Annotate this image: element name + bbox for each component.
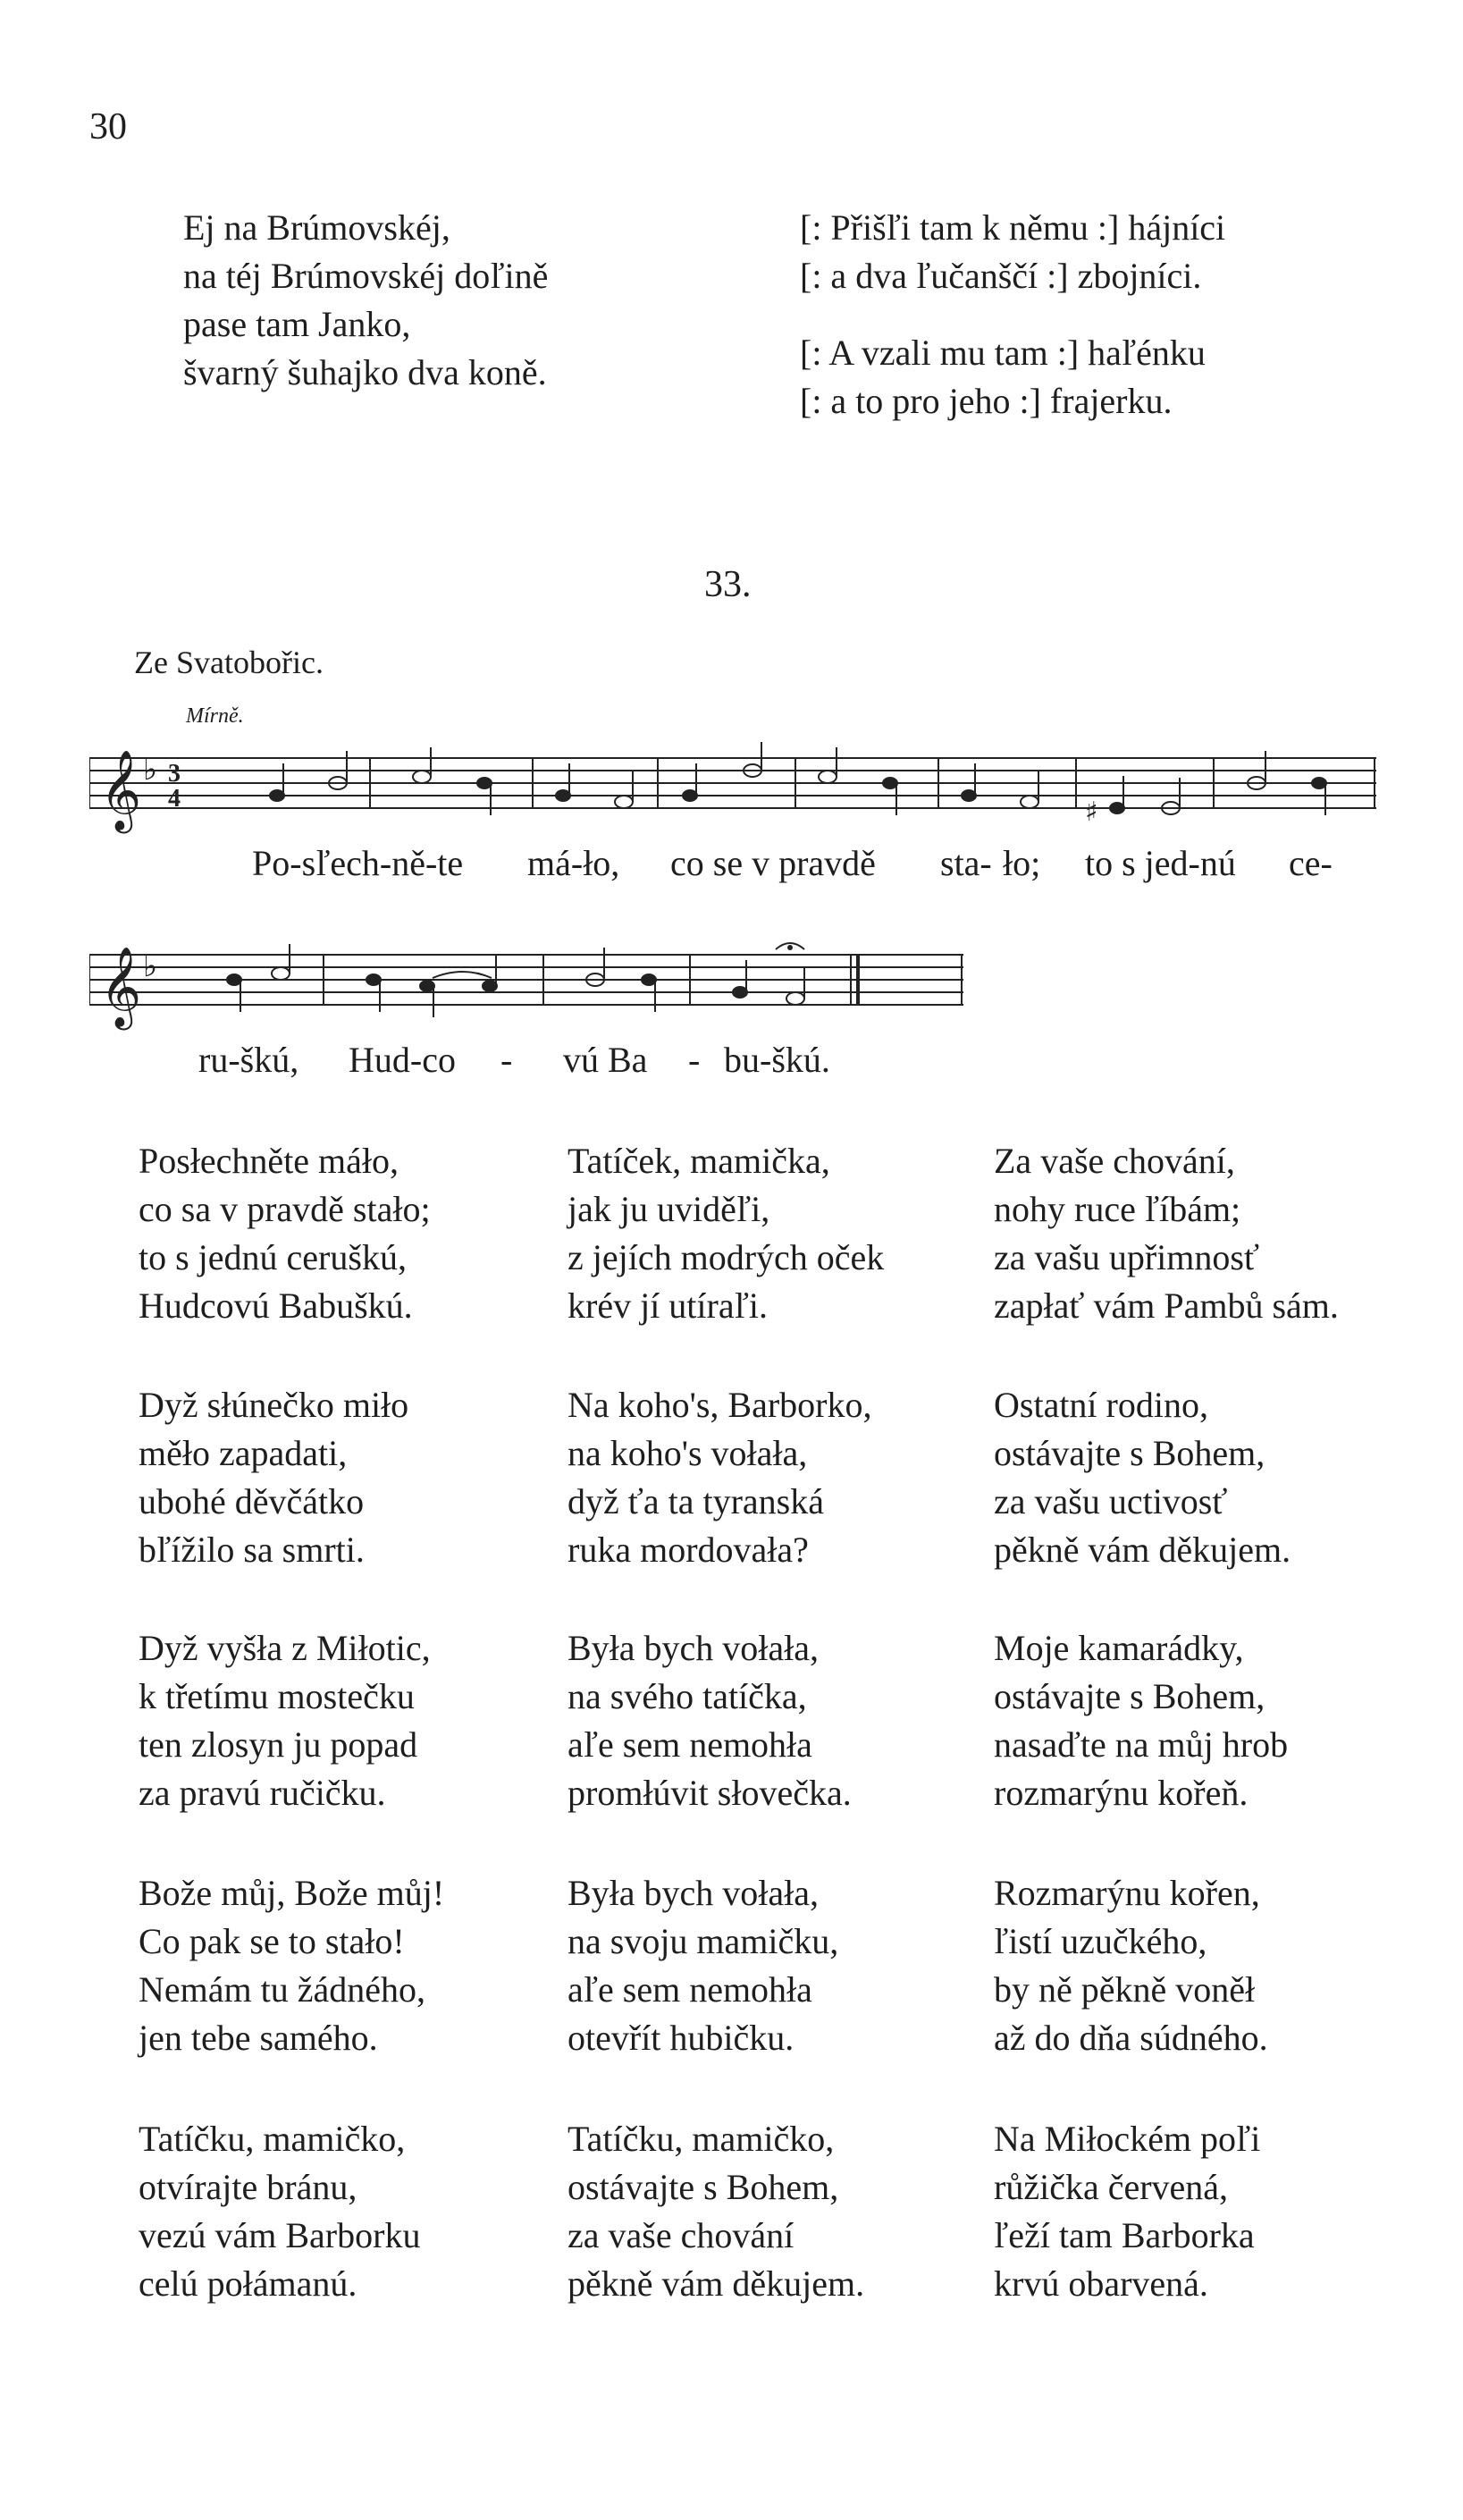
verse-stanza [139, 1869, 444, 2062]
verse-line: zapłať vám Pambů sám. [994, 1285, 1339, 1326]
song-number: 33. [704, 564, 752, 605]
lyric-word: ce- [1289, 843, 1333, 883]
verse-line: Na Miłockém poľi [994, 2119, 1261, 2159]
verse-line: švarný šuhajko dva koně. [183, 352, 547, 392]
tempo-marking: Mírně. [186, 704, 244, 728]
lyric-word: sta- [940, 843, 992, 883]
music-staff-1 [89, 742, 1376, 849]
verse-line: nohy ruce ľíbám; [994, 1189, 1241, 1229]
verse-stanza [139, 2115, 420, 2308]
lyric-word: ło; [1003, 843, 1041, 883]
song-origin: Ze Svatobořic. [134, 645, 324, 680]
verse-line: [: Přišľi tam k němu :] hájníci [800, 207, 1226, 248]
verse-line: na svoju mamičku, [568, 1921, 839, 1961]
verse-line: celú połámanú. [139, 2263, 357, 2304]
flat-icon: ♭ [143, 752, 158, 788]
verse-line: Ostatní rodino, [994, 1385, 1208, 1425]
verse-line: za pravú ručičku. [139, 1773, 386, 1813]
lyric-word: má-ło, [527, 843, 620, 883]
verse-line: na téj Brúmovskéj doľině [183, 256, 549, 296]
sharp-icon: ♯ [1085, 796, 1098, 828]
verse-line: k třetímu mostečku [139, 1676, 415, 1716]
lyric-word: co se v pravdě [670, 843, 876, 883]
verse-line: nasaďte na můj hrob [994, 1724, 1289, 1765]
verse-line: krév jí utíraľi. [568, 1285, 768, 1326]
verse-line: Tatíček, mamička, [568, 1141, 830, 1181]
top-verse-right-1 [800, 204, 1225, 300]
verse-stanza [994, 1624, 1288, 1817]
verse-line: ruka mordovała? [568, 1530, 809, 1570]
verse-stanza [994, 1137, 1339, 1330]
verse-line: co sa v pravdě stało; [139, 1189, 431, 1229]
verse-stanza [568, 1381, 872, 1574]
treble-clef-icon: 𝄞 [100, 750, 142, 830]
lyric-word: ru-škú, [198, 1040, 299, 1080]
verse-line: z jejích modrých oček [568, 1237, 885, 1277]
lyric-word: - [688, 1040, 701, 1080]
verse-line: to s jednú ceruškú, [139, 1237, 407, 1277]
verse-line: Na koho's, Barborko, [568, 1385, 872, 1425]
verse-stanza [139, 1137, 431, 1330]
page-number: 30 [89, 106, 127, 147]
top-verse-left [183, 204, 548, 397]
verse-stanza [568, 1137, 884, 1330]
slur-icon [433, 972, 492, 978]
verse-line: [: a to pro jeho :] frajerku. [800, 381, 1173, 421]
verse-line: Tatíčku, mamičko, [568, 2119, 835, 2159]
verse-stanza [568, 1869, 838, 2062]
time-signature-top: 3 [168, 760, 181, 788]
verse-line: ľistí uzučkého, [994, 1921, 1207, 1961]
time-signature-bottom: 4 [168, 785, 181, 813]
verse-line: měło zapadati, [139, 1433, 348, 1473]
verse-stanza [568, 2115, 864, 2308]
verse-line: ostávajte s Bohem, [994, 1433, 1265, 1473]
verse-line: by ně pěkně voněł [994, 1969, 1256, 2010]
verse-stanza [994, 1869, 1268, 2062]
verse-line: Bože můj, Bože můj! [139, 1873, 445, 1913]
verse-line: otvírajte bránu, [139, 2167, 357, 2207]
verse-line: Posłechněte máło, [139, 1141, 399, 1181]
lyric-word: to s jed-nú [1085, 843, 1236, 883]
verse-line: Była bych vołała, [568, 1628, 820, 1668]
verse-line: ubohé děvčátko [139, 1481, 365, 1521]
verse-line: růžička červená, [994, 2167, 1229, 2207]
verse-stanza [139, 1381, 408, 1574]
lyric-word: Hud-co [349, 1040, 456, 1080]
lyric-word: Po-sľech-ně-te [252, 843, 464, 883]
verse-stanza [994, 1381, 1291, 1574]
verse-line: Hudcovú Babuškú. [139, 1285, 413, 1326]
verse-line: Tatíčku, mamičko, [139, 2119, 406, 2159]
verse-line: na koho's vołała, [568, 1433, 808, 1473]
flat-icon: ♭ [143, 948, 158, 984]
verse-line: ostávajte s Bohem, [994, 1676, 1265, 1716]
verse-line: za vašu uctivosť [994, 1481, 1228, 1521]
verse-line: pěkně vám děkujem. [994, 1530, 1291, 1570]
verse-line: krvú obarvená. [994, 2263, 1208, 2304]
verse-line: Co pak se to stało! [139, 1921, 405, 1961]
verse-line: Rozmarýnu kořen, [994, 1873, 1260, 1913]
verse-line: Moje kamarádky, [994, 1628, 1244, 1668]
verse-line: jen tebe samého. [139, 2018, 378, 2058]
verse-line: otevřít hubičku. [568, 2018, 795, 2058]
verse-line: Ej na Brúmovskéj, [183, 207, 450, 248]
lyric-word: - [500, 1040, 513, 1080]
verse-line: [: a dva ľučanščí :] zbojníci. [800, 256, 1202, 296]
verse-line: Za vaše chování, [994, 1141, 1235, 1181]
verse-line: ten zlosyn ju popad [139, 1724, 418, 1765]
verse-line: Nemám tu žádného, [139, 1969, 425, 2010]
verse-line: až do dňa súdného. [994, 2018, 1268, 2058]
top-verse-right-2 [800, 329, 1206, 426]
verse-line: jak ju uviděľi, [568, 1189, 770, 1229]
verse-line: pěkně vám děkujem. [568, 2263, 865, 2304]
verse-line: na svého tatíčka, [568, 1676, 807, 1716]
verse-line: aľe sem nemohła [568, 1724, 812, 1765]
verse-line: pase tam Janko, [183, 304, 411, 344]
verse-line: rozmarýnu kořeň. [994, 1773, 1249, 1813]
verse-line: za vašu upřimnosť [994, 1237, 1260, 1277]
verse-line: promłúvit słovečka. [568, 1773, 852, 1813]
verse-line: ľeží tam Barborka [994, 2215, 1255, 2255]
verse-stanza [139, 1624, 431, 1817]
verse-stanza [568, 1624, 852, 1817]
verse-line: Była bych vołała, [568, 1873, 820, 1913]
verse-line: za vaše chování [568, 2215, 795, 2255]
verse-line: aľe sem nemohła [568, 1969, 812, 2010]
verse-line: vezú vám Barborku [139, 2215, 421, 2255]
music-staff-2 [89, 939, 974, 1046]
verse-stanza [994, 2115, 1260, 2308]
verse-line: Dyž słúnečko miło [139, 1385, 409, 1425]
fermata-dot-icon [787, 945, 793, 950]
verse-line: ostávajte s Bohem, [568, 2167, 839, 2207]
verse-line: bľížilo sa smrti. [139, 1530, 365, 1570]
lyric-word: bu-škú. [724, 1040, 830, 1080]
lyric-word: vú Ba [563, 1040, 648, 1080]
verse-line: Dyž vyšła z Miłotic, [139, 1628, 431, 1668]
verse-line: dyž ťa ta tyranská [568, 1481, 824, 1521]
treble-clef-icon: 𝄞 [100, 947, 142, 1027]
verse-line: [: A vzali mu tam :] haľénku [800, 333, 1206, 373]
